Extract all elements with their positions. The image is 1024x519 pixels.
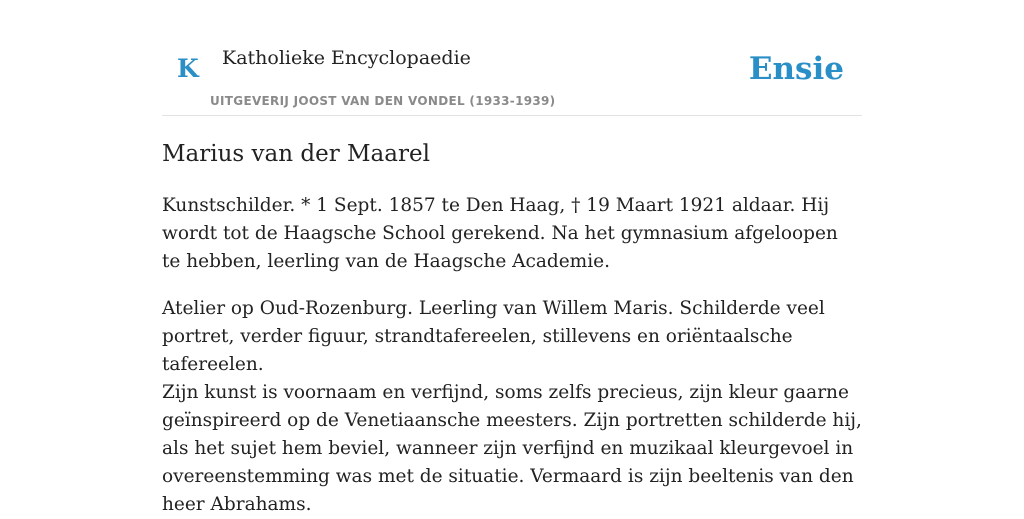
- article-paragraph: Atelier op Oud-Rozenburg. Leerling van Willem Maris. Schilderde veel portret, verder figuur, strandtafereelen, stillevens en oriëntaalsche tafereelen.: [162, 298, 825, 375]
- article-paragraph: Kunstschilder. * 1 Sept. 1857 te Den Haag, † 19 Maart 1921 aldaar. Hij wordt tot de Haagsche School gerekend. Na het gymnasium afgeloopen te hebben, leerling van de Haagsche Academie.: [162, 195, 838, 272]
- header: [162, 0, 862, 116]
- brand-logo-link[interactable]: Ensie: [748, 51, 844, 87]
- article-paragraph: Zijn kunst is voornaam en verfijnd, soms zelfs precieus, zijn kleur gaarne geïnspireerd op de Venetiaansche meesters. Zijn portretten schilderde hij, als het sujet hem beviel, wanneer zijn verfijnd en muzikaal kleurgevoel in overeenstemming was met de situatie. Vermaard is zijn beeltenis van den heer Abrahams.: [162, 382, 862, 515]
- publication-subtitle: UITGEVERIJ JOOST VAN DEN VONDEL (1933-1939): [210, 94, 556, 108]
- publication-title[interactable]: Katholieke Encyclopaedie: [222, 47, 471, 69]
- publication-logo[interactable]: K: [177, 54, 199, 83]
- article-title: Marius van der Maarel: [162, 141, 430, 167]
- page-container: [162, 0, 862, 515]
